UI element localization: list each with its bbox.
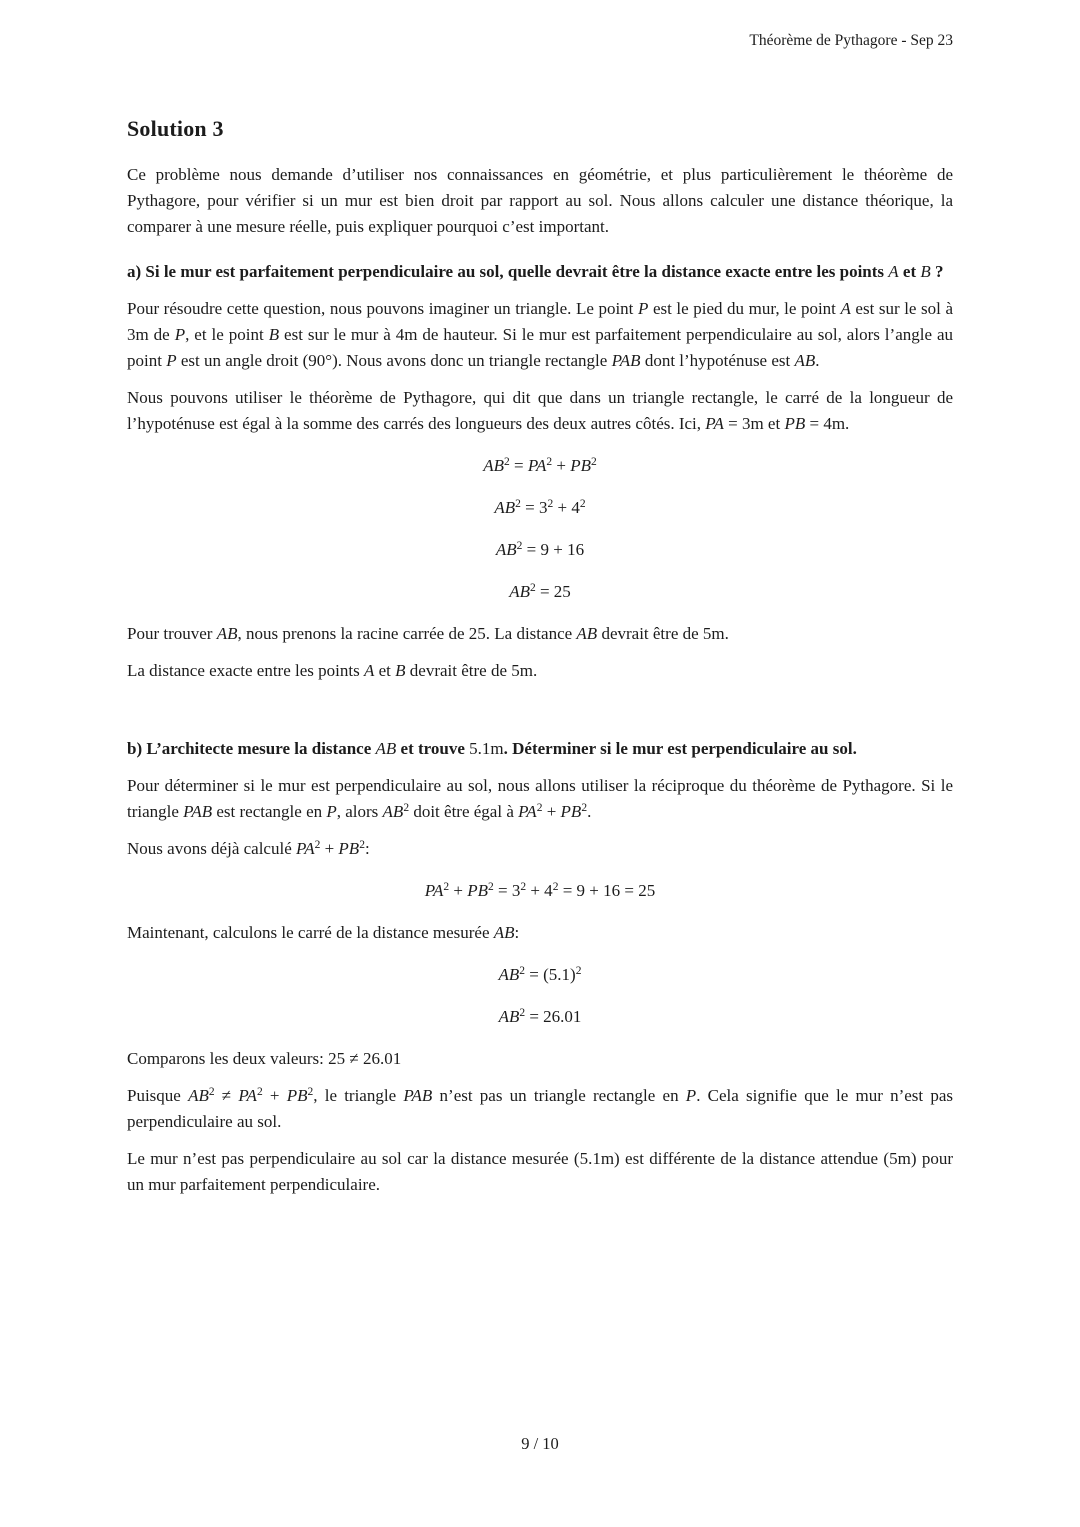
page-header-right: Théorème de Pythagore - Sep 23 xyxy=(749,32,953,49)
text-run: = 3m et xyxy=(723,414,785,433)
math-variable: AB xyxy=(576,624,598,643)
text-run: : xyxy=(514,923,520,942)
text-run: + xyxy=(542,802,561,821)
paragraph xyxy=(127,773,953,825)
text-run: et xyxy=(374,661,396,680)
math-variable: PA xyxy=(424,881,444,900)
math-variable: AB xyxy=(498,965,520,984)
equation xyxy=(127,579,953,605)
paragraph xyxy=(127,385,953,437)
text-run: = (5.1) xyxy=(525,965,576,984)
superscript: 2 xyxy=(488,881,494,894)
math-variable: PAB xyxy=(183,802,213,821)
page-title: Solution 3 xyxy=(127,116,224,141)
text-run: + xyxy=(552,456,571,475)
text-run: 5.1m xyxy=(469,739,504,758)
text-run: Pour résoudre cette question, nous pouvons imaginer un triangle. Le point xyxy=(127,299,638,318)
text-run: . Cela signifie que le mur n’est pas perpendiculaire au sol. xyxy=(127,1086,953,1131)
superscript: 2 xyxy=(359,839,365,852)
math-variable: P xyxy=(166,351,177,370)
paragraph xyxy=(127,658,953,684)
text-run: Puisque xyxy=(127,1086,189,1105)
text-run: Pour déterminer si le mur est perpendiculaire au sol, nous allons utiliser la réciproque du théorème de Pythagore. Si le triangle xyxy=(127,776,953,821)
text-run: Ce problème nous demande d’utiliser nos connaissances en géométrie, et plus particulièrement le théorème de Pythagore, pour vérifier si un mur est bien droit par rapport au sol. Nous allons calculer une distance théorique, la comparer à une mesure réelle, puis expliquer pourquoi c’est important. xyxy=(127,165,953,236)
math-variable: P xyxy=(174,325,186,344)
text-run: a) Si le mur est parfaitement perpendiculaire au sol, quelle devrait être la distance exacte entre les points xyxy=(127,262,889,281)
superscript: 2 xyxy=(314,839,321,852)
math-variable: B xyxy=(268,325,280,344)
paragraph xyxy=(127,920,953,946)
text-run: b) L’architecte mesure la distance xyxy=(127,739,376,758)
math-variable: PA xyxy=(705,414,724,433)
text-run: Comparons les deux valeurs: 25 ≠ 26.01 xyxy=(127,1049,402,1068)
text-run: , alors xyxy=(336,802,383,821)
text-run: , et le point xyxy=(185,325,269,344)
superscript: 2 xyxy=(547,498,554,511)
text-run: , nous prenons la racine carrée de 25. La distance xyxy=(237,624,577,643)
text-run: + 4 xyxy=(526,881,553,900)
math-variable: PA xyxy=(518,802,537,821)
text-run: + 4 xyxy=(553,498,580,517)
superscript: 2 xyxy=(443,881,450,894)
text-run: = 25 xyxy=(535,582,571,601)
text-run: et trouve xyxy=(396,739,470,758)
text-run: + xyxy=(262,1086,287,1105)
math-variable: PB xyxy=(570,456,592,475)
equation xyxy=(127,537,953,563)
text-run: = 9 + 16 xyxy=(522,540,585,559)
text-run: , le triangle xyxy=(313,1086,404,1105)
superscript: 2 xyxy=(403,802,410,815)
math-variable: PAB xyxy=(611,351,641,370)
math-variable: PA xyxy=(296,839,315,858)
superscript: 2 xyxy=(536,802,543,815)
text-run: Nous pouvons utiliser le théorème de Pythagore, qui dit que dans un triangle rectangle, le carré de la longueur de l’hypoténuse est égal à la somme des carrés des longueurs des deux autres côtés. Ici, xyxy=(127,388,953,433)
text-run: est un angle droit (90°). Nous avons donc un triangle rectangle xyxy=(176,351,612,370)
text-run: Pour trouver xyxy=(127,624,217,643)
superscript: 2 xyxy=(516,540,523,553)
section-heading xyxy=(127,736,953,762)
equation xyxy=(127,1004,953,1030)
text-run: + xyxy=(449,881,468,900)
paragraph xyxy=(127,1146,953,1198)
math-variable: P xyxy=(685,1086,697,1105)
paragraph xyxy=(127,1083,953,1135)
document-body xyxy=(127,116,953,1209)
text-run: La distance exacte entre les points xyxy=(127,661,364,680)
text-run: ? xyxy=(930,262,944,281)
text-run: = xyxy=(509,456,528,475)
paragraph xyxy=(127,1046,953,1072)
text-run: . Déterminer si le mur est perpendiculaire au sol. xyxy=(503,739,857,758)
text-run: devrait être de 5m. xyxy=(597,624,729,643)
math-variable: AB xyxy=(509,582,530,601)
math-variable: AB xyxy=(794,351,816,370)
superscript: 2 xyxy=(503,456,510,469)
text-run: est rectangle en xyxy=(212,802,327,821)
text-run: = 4m. xyxy=(805,414,850,433)
text-run: + xyxy=(320,839,339,858)
superscript: 2 xyxy=(520,881,527,894)
math-variable: A xyxy=(840,299,851,318)
superscript: 2 xyxy=(307,1086,314,1099)
math-variable: AB xyxy=(188,1086,209,1105)
paragraph xyxy=(127,296,953,374)
equation xyxy=(127,453,953,479)
superscript: 2 xyxy=(546,456,553,469)
superscript: 2 xyxy=(208,1086,215,1099)
math-variable: PB xyxy=(338,839,360,858)
text-run: Le mur n’est pas perpendiculaire au sol car la distance mesurée (5.1m) est différente de la distance attendue (5m) pour un mur parfaitement perpendiculaire. xyxy=(127,1149,953,1194)
equation xyxy=(127,878,953,904)
math-variable: AB xyxy=(494,498,516,517)
math-variable: B xyxy=(920,262,931,281)
superscript: 2 xyxy=(591,456,597,469)
math-variable: B xyxy=(395,661,406,680)
superscript: 2 xyxy=(581,802,588,815)
text-run: Nous avons déjà calculé xyxy=(127,839,296,858)
paragraph xyxy=(127,621,953,647)
text-run: est sur le mur à 4m de hauteur. Si le mur est parfaitement perpendiculaire au sol, alors l’angle au point xyxy=(127,325,954,370)
document-content xyxy=(127,162,953,1198)
text-run: . xyxy=(587,802,592,821)
text-run: doit être égal à xyxy=(409,802,519,821)
superscript: 2 xyxy=(579,498,586,511)
math-variable: PB xyxy=(286,1086,308,1105)
math-variable: AB xyxy=(375,739,397,758)
superscript: 2 xyxy=(519,1007,526,1020)
text-run: : xyxy=(364,839,370,858)
math-variable: PAB xyxy=(403,1086,433,1105)
math-variable: AB xyxy=(495,540,517,559)
equation xyxy=(127,495,953,521)
math-variable: AB xyxy=(493,923,515,942)
math-variable: P xyxy=(637,299,649,318)
text-run: . xyxy=(815,351,820,370)
text-run: est le pied du mur, le point xyxy=(648,299,841,318)
math-variable: A xyxy=(363,661,375,680)
math-variable: PA xyxy=(527,456,547,475)
superscript: 2 xyxy=(552,881,559,894)
math-variable: PB xyxy=(467,881,488,900)
math-variable: PB xyxy=(784,414,806,433)
paragraph xyxy=(127,836,953,862)
text-run: = 26.01 xyxy=(525,1007,582,1026)
math-variable: AB xyxy=(382,802,404,821)
math-variable: PA xyxy=(238,1086,257,1105)
superscript: 2 xyxy=(575,965,582,978)
text-run: devrait être de 5m. xyxy=(405,661,538,680)
equation xyxy=(127,962,953,988)
text-run: est sur le sol à 3m de xyxy=(127,299,953,344)
math-variable: AB xyxy=(216,624,238,643)
text-run: = 3 xyxy=(520,498,548,517)
math-variable: PB xyxy=(560,802,582,821)
superscript: 2 xyxy=(519,965,526,978)
math-variable: A xyxy=(888,262,899,281)
math-variable: AB xyxy=(483,456,504,475)
paragraph xyxy=(127,162,953,240)
superscript: 2 xyxy=(256,1086,263,1099)
superscript: 2 xyxy=(529,582,536,595)
text-run: ≠ xyxy=(214,1086,239,1105)
section-heading xyxy=(127,259,953,285)
text-run: n’est pas un triangle rectangle en xyxy=(432,1086,686,1105)
page-number: 9 / 10 xyxy=(521,1434,559,1453)
superscript: 2 xyxy=(515,498,521,511)
text-run: dont l’hypoténuse est xyxy=(640,351,795,370)
text-run: = 9 + 16 = 25 xyxy=(558,881,656,900)
text-run: Maintenant, calculons le carré de la distance mesurée xyxy=(127,923,494,942)
text-run: = 3 xyxy=(493,881,521,900)
text-run: et xyxy=(898,262,921,281)
math-variable: P xyxy=(326,802,337,821)
math-variable: AB xyxy=(498,1007,520,1026)
